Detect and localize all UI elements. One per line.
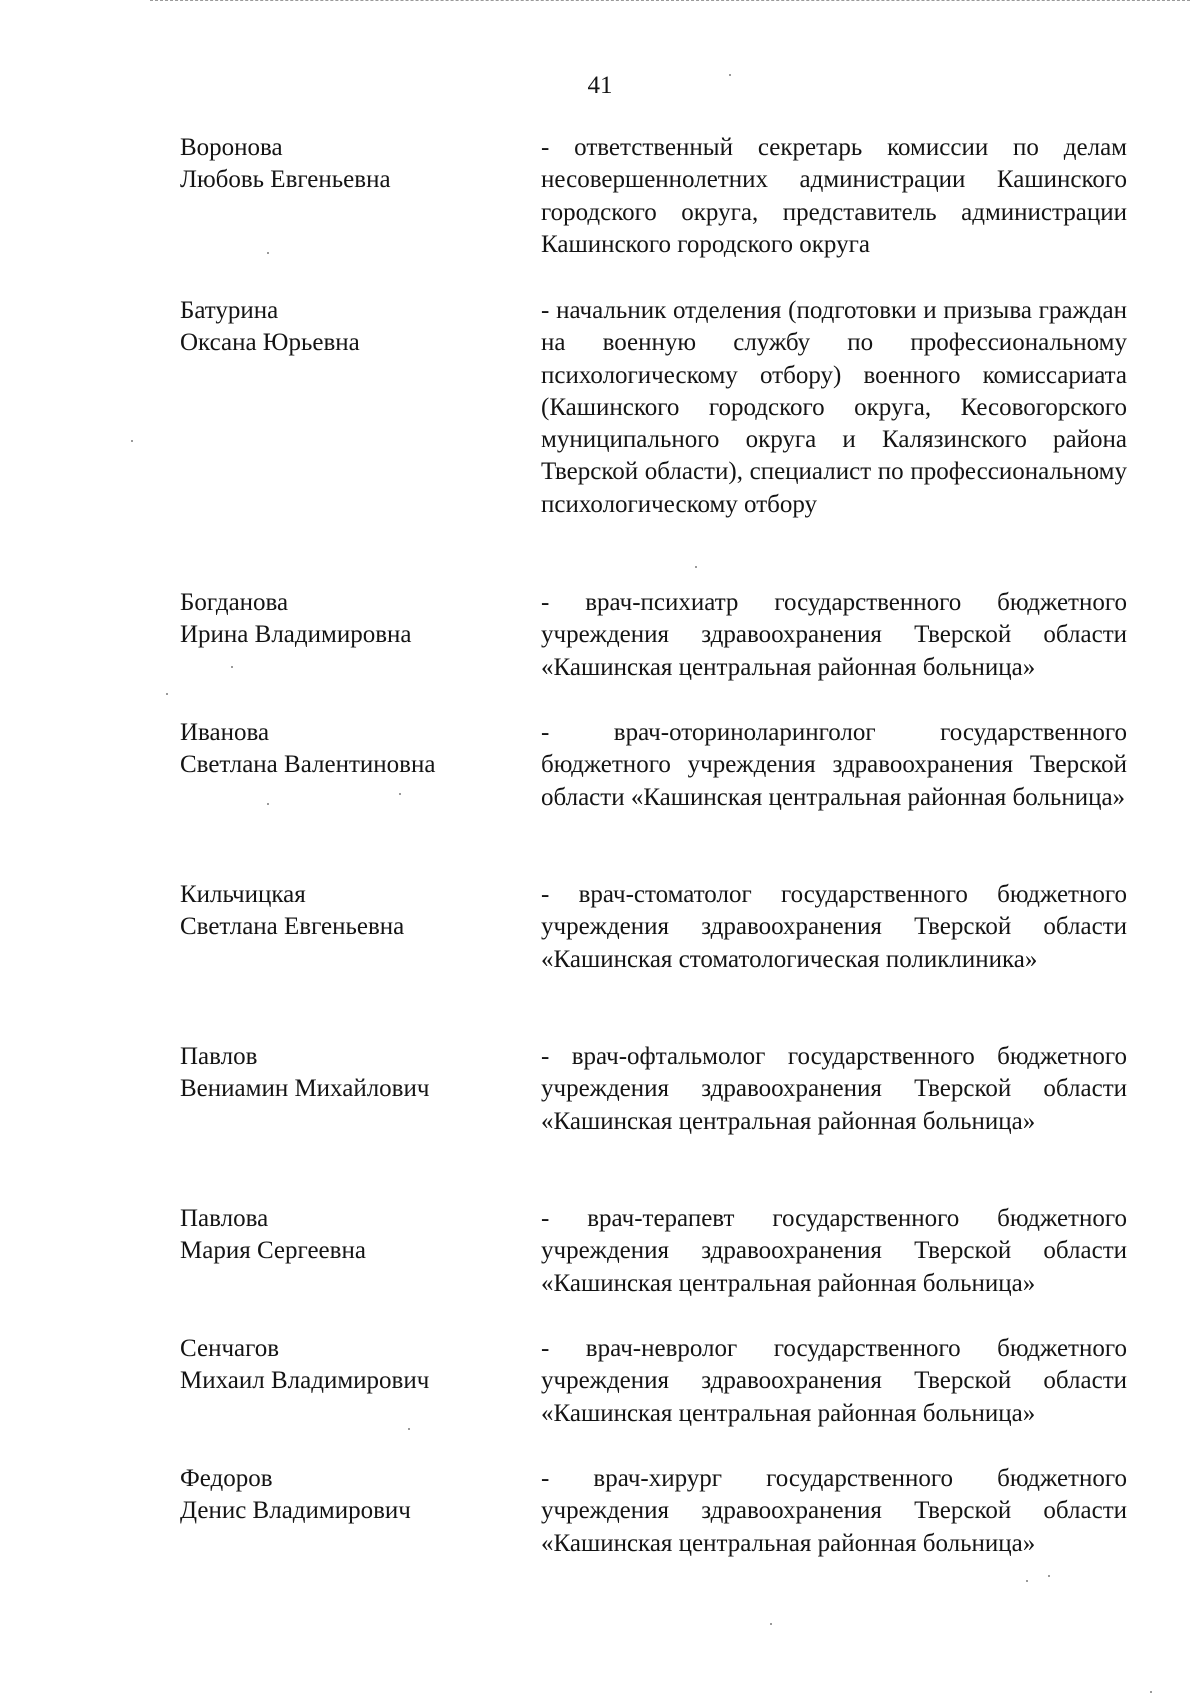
member-surname: Павлов [180, 1043, 258, 1070]
page-number: 41 [587, 72, 613, 99]
member-given-names: Светлана Валентиновна [180, 751, 436, 778]
member-role: - врач-невролог государственного бюджетного учреждения здравоохранения Тверской области «Кашинская центральная районная больница» [541, 1335, 1127, 1427]
member-given-names: Денис Владимирович [180, 1497, 411, 1524]
member-given-names: Оксана Юрьевна [180, 329, 360, 356]
member-person [180, 1333, 510, 1397]
member-person [180, 295, 510, 359]
member-given-names: Михаил Владимирович [180, 1367, 430, 1394]
scan-speck [267, 252, 269, 254]
member-person [180, 1041, 510, 1105]
scan-speck [231, 666, 233, 668]
scan-speck [166, 693, 168, 695]
member-role: - начальник отделения (подготовки и призыва граждан на военную службу по профессиональному психологическому отбору) военного комиссариата (Кашинского городского округа, Кесовогорского муниципального округа и Калязинского района Тверской области), специалист по профессиональному психологическому отбору [541, 297, 1127, 518]
scan-speck [399, 793, 401, 795]
member-given-names: Светлана Евгеньевна [180, 913, 405, 940]
scan-speck [267, 803, 269, 805]
member-surname: Воронова [180, 134, 283, 161]
scan-speck [729, 74, 731, 76]
member-given-names: Мария Сергеевна [180, 1237, 366, 1264]
member-role: - ответственный секретарь комиссии по делам несовершеннолетних администрации Кашинского городского округа, представитель администрации Кашинского городского округа [541, 134, 1127, 258]
scan-speck [1048, 1575, 1050, 1577]
member-surname: Иванова [180, 719, 270, 746]
member-role: - врач-терапевт государственного бюджетного учреждения здравоохранения Тверской области «Кашинская центральная районная больница» [541, 1205, 1127, 1297]
member-given-names: Ирина Владимировна [180, 621, 412, 648]
member-person [180, 587, 510, 651]
member-surname: Павлова [180, 1205, 269, 1232]
scan-edge-line [150, 0, 1190, 3]
member-person [180, 1203, 510, 1267]
scan-speck [770, 1623, 772, 1625]
member-surname: Богданова [180, 589, 289, 616]
scan-speck [1026, 1580, 1028, 1582]
member-person [180, 717, 510, 781]
scan-speck [408, 1428, 410, 1430]
member-given-names: Вениамин Михайлович [180, 1075, 430, 1102]
member-person [180, 132, 510, 196]
scan-speck [131, 440, 133, 442]
member-surname: Сенчагов [180, 1335, 280, 1362]
scan-speck [1150, 1691, 1152, 1693]
member-person [180, 1463, 510, 1527]
member-role: - врач-стоматолог государственного бюджетного учреждения здравоохранения Тверской области «Кашинская стоматологическая поликлиника» [541, 881, 1127, 973]
scan-speck [695, 566, 697, 568]
member-person [180, 879, 510, 943]
member-role: - врач-офтальмолог государственного бюджетного учреждения здравоохранения Тверской области «Кашинская центральная районная больница» [541, 1043, 1127, 1135]
member-given-names: Любовь Евгеньевна [180, 166, 391, 193]
member-role: - врач-психиатр государственного бюджетного учреждения здравоохранения Тверской области «Кашинская центральная районная больница» [541, 589, 1127, 681]
member-surname: Федоров [180, 1465, 273, 1492]
member-surname: Батурина [180, 297, 279, 324]
member-role: - врач-оториноларинголог государственного бюджетного учреждения здравоохранения Тверской области «Кашинская центральная районная больница» [541, 719, 1127, 811]
member-role: - врач-хирург государственного бюджетного учреждения здравоохранения Тверской области «Кашинская центральная районная больница» [541, 1465, 1127, 1557]
member-surname: Кильчицкая [180, 881, 306, 908]
